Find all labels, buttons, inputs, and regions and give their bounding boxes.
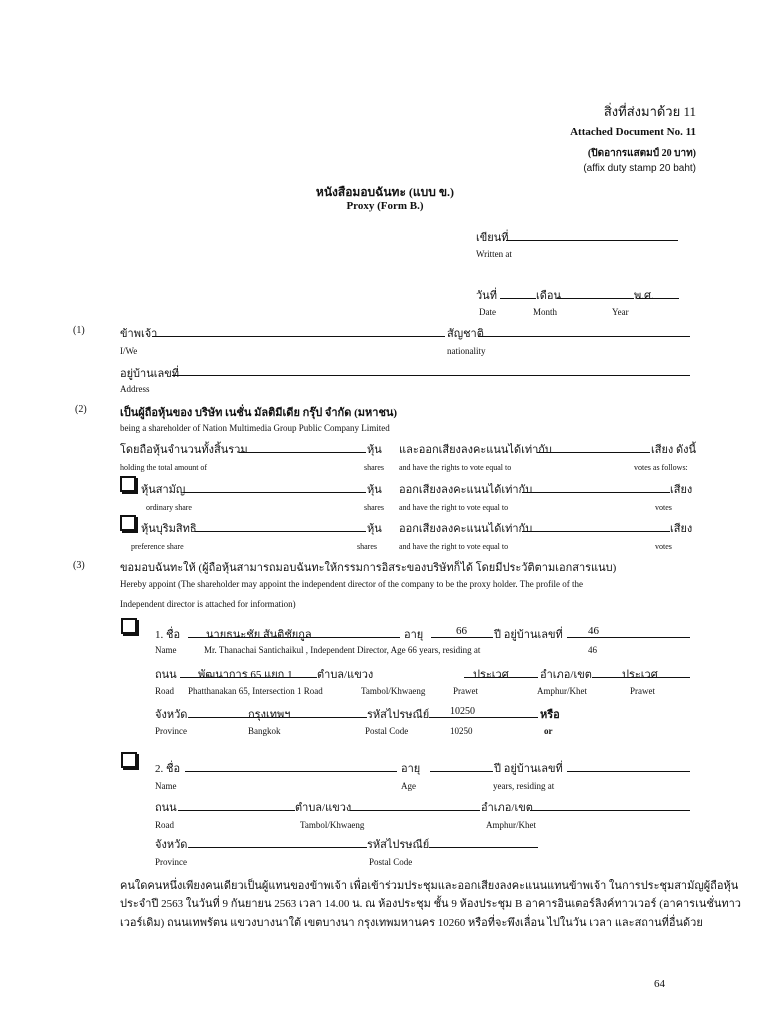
written-at-label-thai: เขียนที่: [476, 232, 509, 244]
proxy-2-postal-label-english: Postal Code: [369, 857, 413, 867]
written-at-field[interactable]: [506, 240, 678, 241]
proxy-1-postal-value: 10250: [450, 706, 475, 717]
closing-line-1: คนใดคนหนึ่งเพียงคนเดียวเป็นผู้แทนของข้าพเจ้า เพื่อเข้าร่วมประชุมและออกเสียงลงคะแนนแทนข้าพเจ้า ในการประชุมสามัญผู้ถือหุ้น: [120, 880, 739, 892]
ordinary-share-label-english: ordinary share: [146, 503, 192, 512]
proxy-1-postal-label-english: Postal Code: [365, 726, 409, 736]
date-label-thai: วันที่: [476, 290, 497, 302]
shareholder-name-label-thai: ข้าพเจ้า: [120, 328, 158, 340]
proxy-1-tambol-label-english: Tambol/Khwaeng: [361, 686, 426, 696]
ordinary-share-label-thai: หุ้นสามัญ: [141, 484, 186, 496]
address-label-english: Address: [120, 384, 150, 394]
written-at-label-english: Written at: [476, 249, 512, 259]
ordinary-share-checkbox[interactable]: [120, 476, 136, 492]
month-label-thai: เดือน: [536, 290, 562, 302]
ordinary-votes-label-thai: ออกเสียงลงคะแนนได้เท่ากับ: [399, 484, 533, 496]
proxy-1-province-label-thai: จังหวัด: [155, 709, 188, 721]
proxy-1-or-english: or: [544, 726, 553, 736]
proxy-1-tambol-label-thai: ตำบล/แขวง: [317, 669, 374, 681]
proxy-2-tambol-field[interactable]: [350, 810, 480, 811]
nationality-field[interactable]: [478, 336, 690, 337]
ordinary-votes-unit-thai: เสียง: [670, 484, 693, 496]
section-1-number: (1): [73, 325, 85, 336]
proxy-1-name-english: Mr. Thanachai Santichaikul , Independent Director, Age 66 years, residing at: [204, 645, 481, 655]
proxy-1-house-line: [567, 637, 690, 638]
proxy-2-name-label-thai: 2. ชื่อ: [155, 763, 181, 775]
proxy-2-checkbox[interactable]: [121, 752, 137, 768]
year-label-thai: พ.ศ.: [634, 290, 654, 302]
appoint-line-english-2: Independent director is attached for information): [120, 599, 296, 609]
proxy-1-amphur-english: Prawet: [630, 686, 655, 696]
proxy-2-province-label-thai: จังหวัด: [155, 839, 188, 851]
proxy-1-province-english: Bangkok: [248, 726, 281, 736]
preference-votes-field[interactable]: [522, 531, 670, 532]
proxy-1-province-label-english: Province: [155, 726, 187, 736]
company-line-english: being a shareholder of Nation Multimedia Group Public Company Limited: [120, 423, 390, 433]
preference-share-label-english: preference share: [131, 542, 184, 551]
appoint-line-thai: ขอมอบฉันทะให้ (ผู้ถือหุ้นสามารถมอบฉันทะให้กรรมการอิสระของบริษัทก็ได้ โดยมีประวัติตามเอกสารแนบ): [120, 562, 617, 574]
ordinary-votes-label-english: and have the right to vote equal to: [399, 503, 509, 512]
date-label-english: Date: [479, 307, 496, 317]
preference-shares-unit-thai: หุ้น: [367, 523, 382, 535]
proxy-2-province-field[interactable]: [188, 847, 367, 848]
proxy-2-amphur-label-english: Amphur/Khet: [486, 820, 536, 830]
section-3-number: (3): [73, 560, 85, 571]
proxy-2-age-label-english: Age: [401, 781, 416, 791]
proxy-2-amphur-field[interactable]: [530, 810, 690, 811]
attachment-label-english: Attached Document No. 11: [570, 126, 696, 138]
proxy-1-postal-line: [429, 717, 538, 718]
proxy-1-or-thai: หรือ: [540, 709, 560, 721]
nationality-label-thai: สัญชาติ: [447, 328, 484, 340]
preference-share-field[interactable]: [195, 531, 366, 532]
nationality-label-english: nationality: [447, 346, 486, 356]
section-2-number: (2): [75, 404, 87, 415]
proxy-1-road-english: Phatthanakan 65, Intersection 1 Road: [188, 686, 323, 696]
preference-votes-unit-thai: เสียง: [670, 523, 693, 535]
proxy-1-tambol-english: Prawet: [453, 686, 478, 696]
proxy-1-amphur-label-english: Amphur/Khet: [537, 686, 587, 696]
preference-votes-label-english: and have the right to vote equal to: [399, 542, 509, 551]
closing-line-2: ประจำปี 2563 ในวันที่ 9 กันยายน 2563 เวลา 14.00 น. ณ ห้องประชุม ชั้น 9 ห้องประชุม B อาคารอินเตอร์ลิงค์ทาวเวอร์ (อาคารเนชั่นทาว: [120, 898, 741, 910]
proxy-2-province-label-english: Province: [155, 857, 187, 867]
total-votes-label-thai: และออกเสียงลงคะแนนได้เท่ากับ: [399, 444, 552, 456]
preference-votes-unit-english: votes: [655, 542, 672, 551]
proxy-2-road-label-english: Road: [155, 820, 174, 830]
proxy-1-name-label-english: Name: [155, 645, 177, 655]
proxy-1-name-thai: นายธนะชัย สันติชัยกูล: [206, 629, 312, 641]
appoint-line-english-1: Hereby appoint (The shareholder may appoint the independent director of the company to be the proxy holder. The profile of the: [120, 579, 583, 589]
proxy-2-road-field[interactable]: [178, 810, 295, 811]
proxy-1-house-value: 46: [588, 625, 599, 637]
proxy-2-age-label-thai: อายุ: [401, 763, 421, 775]
proxy-1-postal-english: 10250: [450, 726, 473, 736]
month-field[interactable]: [557, 298, 634, 299]
year-field[interactable]: [637, 298, 679, 299]
proxy-2-name-field[interactable]: [185, 771, 397, 772]
proxy-1-road-label-thai: ถนน: [155, 669, 177, 681]
proxy-2-amphur-label-thai: อำเภอ/เขต: [481, 802, 533, 814]
proxy-1-age-label-thai: อายุ: [404, 629, 424, 641]
proxy-2-house-field[interactable]: [567, 771, 690, 772]
duty-stamp-thai: (ปิดอากรแสตมป์ 20 บาท): [587, 148, 696, 159]
proxy-2-tambol-label-english: Tambol/Khwaeng: [300, 820, 365, 830]
year-label-english: Year: [612, 307, 629, 317]
proxy-1-road-value: พัฒนาการ 65 แยก 1: [198, 669, 293, 681]
proxy-2-postal-label-thai: รหัสไปรษณีย์: [367, 839, 430, 851]
preference-shares-unit-english: shares: [357, 542, 377, 551]
month-label-english: Month: [533, 307, 558, 317]
total-votes-label-english: and have the rights to vote equal to: [399, 463, 512, 472]
proxy-1-province-value: กรุงเทพฯ: [248, 709, 291, 721]
proxy-1-amphur-value: ประเวศ: [622, 669, 658, 681]
ordinary-votes-field[interactable]: [522, 492, 670, 493]
proxy-2-tambol-label-thai: ตำบล/แขวง: [295, 802, 352, 814]
preference-share-checkbox[interactable]: [120, 515, 136, 531]
company-line-thai: เป็นผู้ถือหุ้นของ บริษัท เนชั่น มัลติมีเดีย กรุ๊ป จำกัด (มหาชน): [120, 407, 398, 419]
ordinary-votes-unit-english: votes: [655, 503, 672, 512]
votes-unit-thai: เสียง ดังนี้: [651, 444, 697, 456]
proxy-1-amphur-label-thai: อำเภอ/เขต: [540, 669, 592, 681]
ordinary-shares-unit-thai: หุ้น: [367, 484, 382, 496]
proxy-2-house-label-thai: ปี อยู่บ้านเลขที่: [494, 763, 563, 775]
proxy-2-residing-label-english: years, residing at: [493, 781, 555, 791]
total-votes-field[interactable]: [537, 452, 650, 453]
votes-unit-english: votes as follows:: [634, 463, 688, 472]
shareholder-name-field[interactable]: [152, 336, 445, 337]
proxy-1-name-label-thai: 1. ชื่อ: [155, 629, 181, 641]
proxy-2-age-field[interactable]: [430, 771, 493, 772]
title-thai: หนังสือมอบฉันทะ (แบบ ข.): [315, 185, 455, 199]
proxy-1-age-line: [431, 637, 493, 638]
proxy-2-road-label-thai: ถนน: [155, 802, 177, 814]
proxy-2-name-label-english: Name: [155, 781, 177, 791]
proxy-1-house-english: 46: [588, 645, 597, 655]
proxy-1-age-value: 66: [456, 625, 467, 637]
duty-stamp-english: (affix duty stamp 20 baht): [583, 163, 696, 174]
proxy-1-tambol-value: ประเวศ: [473, 669, 509, 681]
total-shares-label-thai: โดยถือหุ้นจำนวนทั้งสิ้นรวม: [120, 444, 248, 456]
ordinary-shares-unit-english: shares: [364, 503, 384, 512]
proxy-1-checkbox[interactable]: [121, 618, 137, 634]
date-field[interactable]: [500, 298, 536, 299]
address-label-thai: อยู่บ้านเลขที่: [120, 368, 180, 380]
title-english: Proxy (Form B.): [346, 200, 424, 212]
shares-unit-english: shares: [364, 463, 384, 472]
page-number: 64: [654, 978, 665, 990]
preference-share-label-thai: หุ้นบุริมสิทธิ: [141, 523, 197, 535]
address-field[interactable]: [172, 375, 690, 376]
proxy-2-postal-field[interactable]: [429, 847, 538, 848]
proxy-1-postal-label-thai: รหัสไปรษณีย์: [367, 709, 430, 721]
attachment-label-thai: สิ่งที่ส่งมาด้วย 11: [603, 104, 696, 119]
ordinary-share-field[interactable]: [183, 492, 366, 493]
proxy-1-house-label-thai: ปี อยู่บ้านเลขที่: [494, 629, 563, 641]
shareholder-name-label-english: I/We: [120, 346, 138, 356]
total-shares-field[interactable]: [239, 452, 366, 453]
closing-line-3: เวอร์เดิม) ถนนเทพรัตน แขวงบางนาใต้ เขตบางนา กรุงเทพมหานคร 10260 หรือที่จะพึงเลื่อน ไปในวัน เวลา และสถานที่อื่นด้วย: [120, 917, 703, 929]
preference-votes-label-thai: ออกเสียงลงคะแนนได้เท่ากับ: [399, 523, 533, 535]
total-shares-label-english: holding the total amount of: [120, 463, 208, 472]
shares-unit-thai: หุ้น: [367, 444, 382, 456]
proxy-1-road-label-english: Road: [155, 686, 174, 696]
